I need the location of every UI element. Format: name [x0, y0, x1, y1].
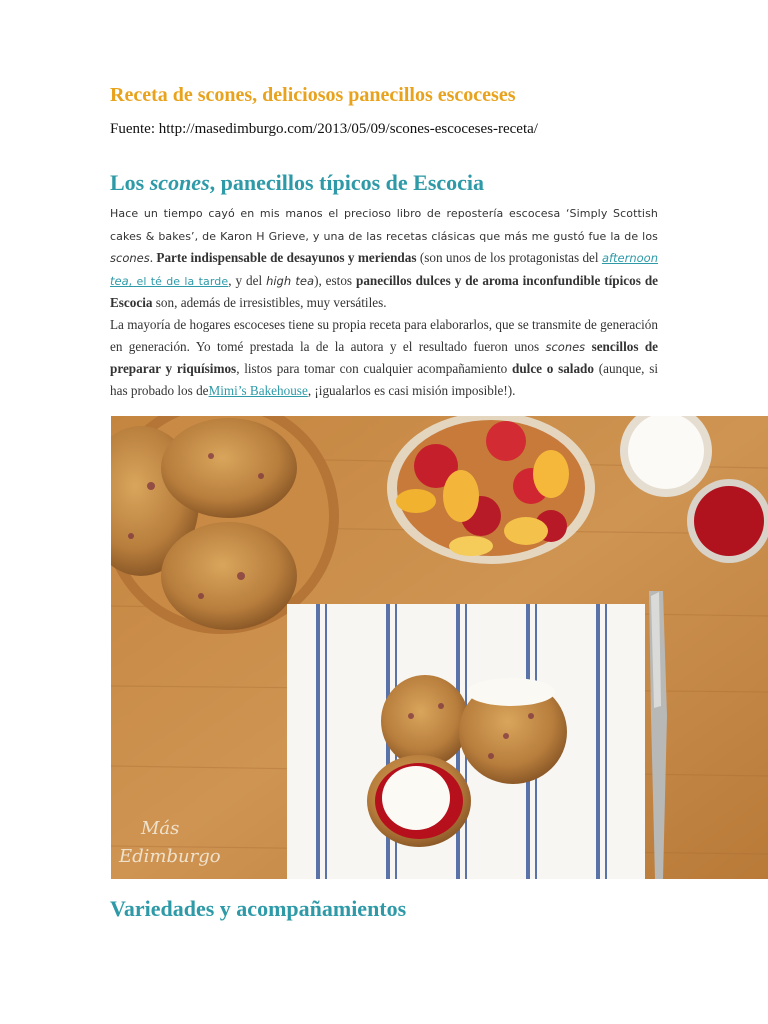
paragraph-1	[110, 202, 658, 314]
article-body	[110, 202, 658, 401]
p2-text-g: (aunque, si has probado los de	[110, 361, 658, 398]
p2-text-i: , ¡igualarlos es casi misión imposible!).	[307, 382, 516, 398]
watermark-line1: Más	[141, 818, 180, 839]
paragraph-2	[110, 314, 658, 401]
p1-scones-italic: scones	[110, 251, 150, 266]
p1-bold-panecillos: panecillos dulces y de aroma inconfundible típicos de Escocia	[110, 272, 659, 311]
te-de-la-tarde-link[interactable]: , el té de la tarde	[128, 274, 229, 288]
p1-text-l: son, además de irresistibles, muy versátiles.	[152, 295, 387, 311]
watermark-line2: Edimburgo	[119, 846, 221, 867]
article-title: Receta de scones, deliciosos panecillos escoceses	[110, 84, 516, 106]
p2-bold-sencillos: sencillos de preparar y riquísimos	[110, 338, 659, 377]
heading-suffix: , panecillos típicos de Escocia	[209, 170, 485, 195]
heading-prefix: Los	[110, 170, 150, 195]
p1-text-e: (son unos de los protagonistas del	[416, 250, 602, 266]
scones-photo-illustration	[111, 416, 768, 879]
p1-text-c: .	[149, 250, 157, 266]
p2-text-e: , listos para tomar con cualquier acompañamiento	[236, 361, 512, 377]
source-line	[110, 121, 538, 138]
p2-bold-dulce: dulce o salado	[512, 361, 594, 377]
p1-bold-meals: Parte indispensable de desayunos y meriendas	[156, 250, 417, 266]
source-label: Fuente:	[110, 121, 155, 137]
section-heading	[110, 170, 484, 196]
p1-text-a: Hace un tiempo cayó en mis manos el precioso libro de repostería escocesa ‘Simply Scottish cakes & bakes’, de Karon H Grieve, y una de las recetas clásicas que más me gustó fue la de los	[110, 207, 658, 243]
mimis-bakehouse-link[interactable]: Mimi’s Bakehouse	[208, 382, 308, 398]
afternoon-tea-link[interactable]: afternoon tea	[110, 251, 658, 288]
scones-photo	[111, 416, 768, 879]
p1-text-h: , y del	[228, 272, 267, 288]
p2-scones-italic: scones	[545, 339, 586, 354]
source-url[interactable]: http://masedimburgo.com/2013/05/09/scones-escoceses-receta/	[158, 121, 538, 137]
p1-text-j: ), estos	[314, 272, 356, 288]
p2-text-a: La mayoría de hogares escoceses tiene su propia receta para elaborarlos, que se transmite de generación en generación. Yo tomé prestada la de la autora y el resultado fueron unos	[110, 316, 658, 354]
heading-emphasis: scones	[149, 170, 210, 195]
section-heading-variedades: Variedades y acompañamientos	[110, 896, 407, 921]
p1-high-tea: high tea	[266, 273, 315, 288]
